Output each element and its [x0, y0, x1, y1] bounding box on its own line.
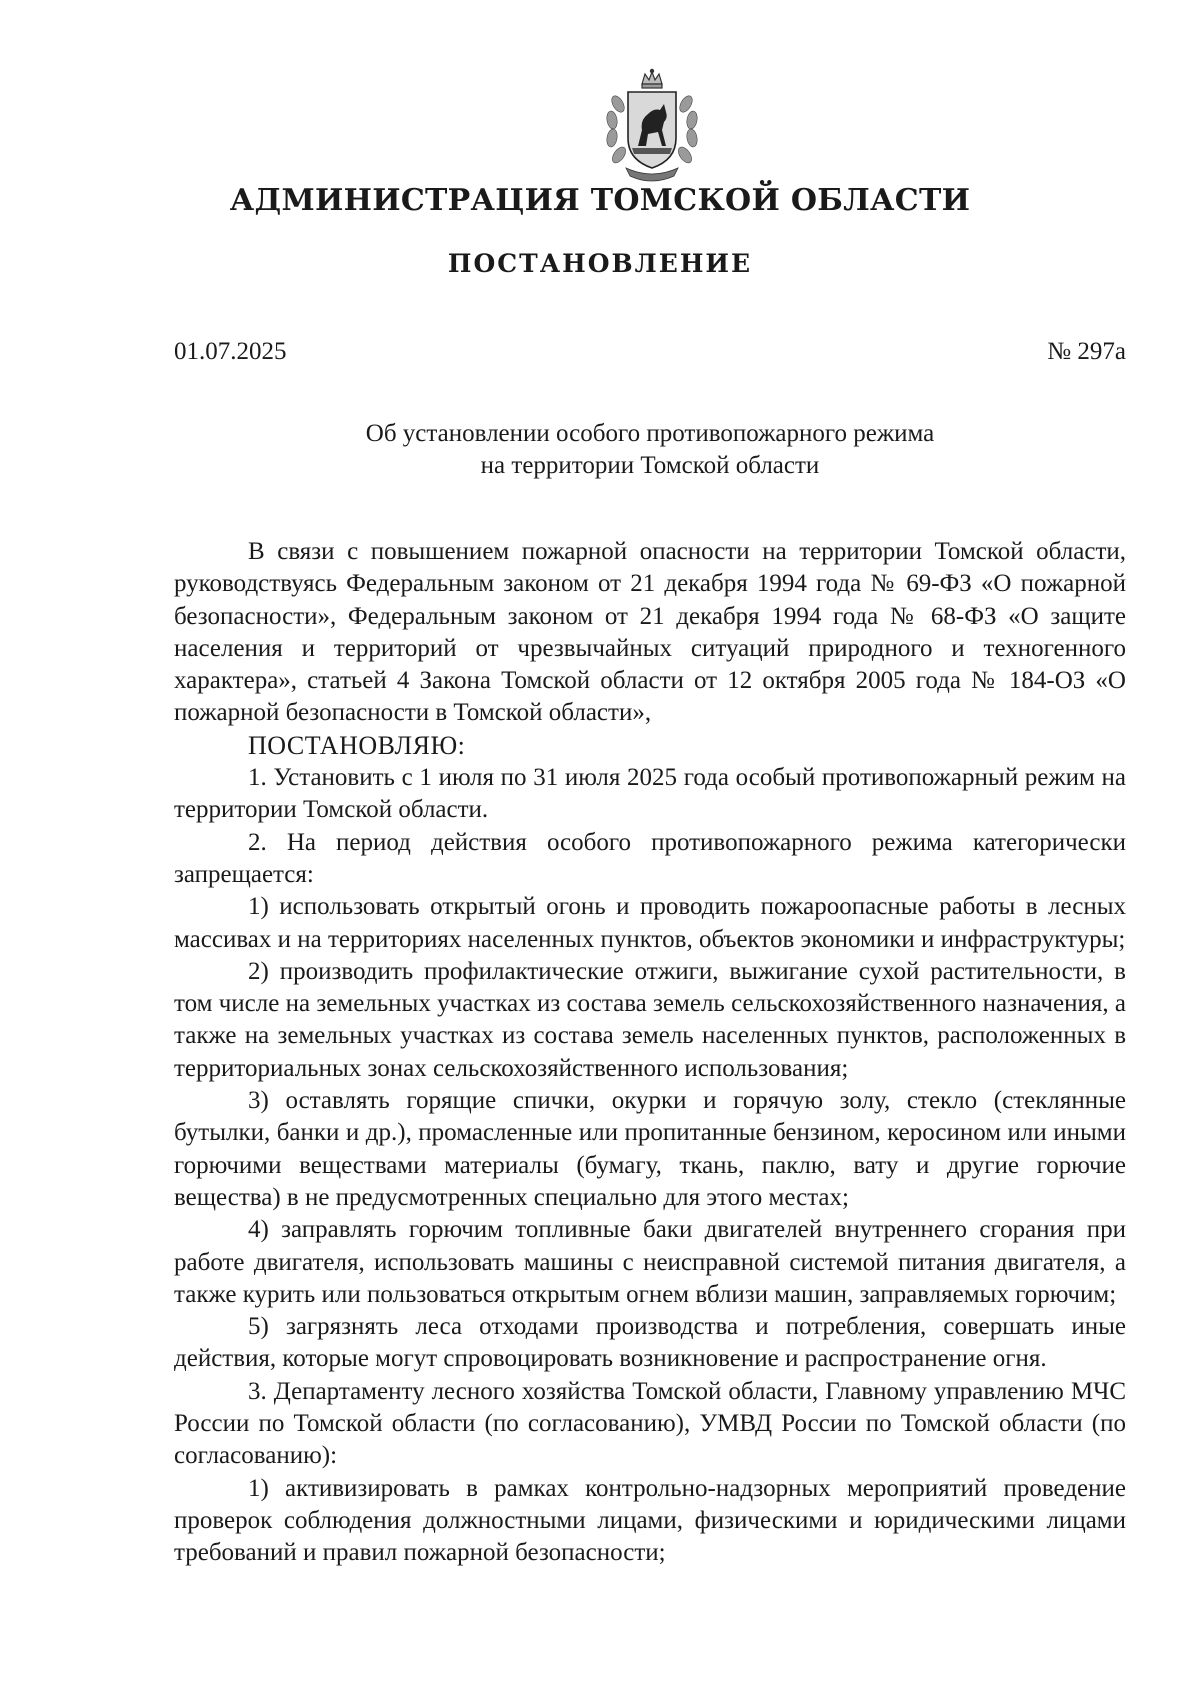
- subitem-2-5: 5) загрязнять леса отходами производства и потребления, совершать иные действия, которые могут спровоцировать возникновение и распространение огня.: [174, 1313, 1126, 1373]
- subitem-3-1: 1) активизировать в рамках контрольно-надзорных мероприятий проведение проверок соблюдения должностными лицами, физическими и юридическими лицами требований и правил пожарной безопасности;: [174, 1474, 1126, 1567]
- document-date: 01.07.2025: [174, 338, 287, 365]
- document-number: № 297а: [1047, 338, 1126, 365]
- document-subject: [174, 418, 1126, 482]
- paragraph-item-3: 3. Департаменту лесного хозяйства Томской области, Главному управлению МЧС России по Томской области (по согласованию), УМВД России по Томской области (по согласованию):: [174, 1377, 1126, 1470]
- tomsk-region-coat-of-arms-icon: [592, 68, 712, 188]
- subitem-2-1: 1) использовать открытый огонь и проводить пожароопасные работы в лесных массивах и на территориях населенных пунктов, объектов экономики и инфраструктуры;: [174, 893, 1126, 953]
- organization-title: АДМИНИСТРАЦИЯ ТОМСКОЙ ОБЛАСТИ: [229, 183, 971, 218]
- subject-line-2: на территории Томской области: [480, 452, 820, 479]
- document-body: [174, 536, 1126, 1570]
- preamble-paragraph: В связи с повышением пожарной опасности на территории Томской области, руководствуясь Федеральным законом от 21 декабря 1994 года № 69-ФЗ «О пожарной безопасности», Федеральным законом от 21 декабря 1994 года № 68-ФЗ «О защите населения и территорий от чрезвычайных ситуаций природного и техногенного характера», статьей 4 Закона Томской области от 12 октября 2005 года № 184-ОЗ «О пожарной безопасности в Томской области»,: [174, 538, 1126, 727]
- subject-line-1: Об установлении особого противопожарного режима: [365, 420, 935, 447]
- subitem-2-2: 2) производить профилактические отжиги, выжигание сухой растительности, в том числе на земельных участках из состава земель сельскохозяйственного назначения, а также на земельных участках из состава земель населенных пунктов, расположенных в территориальных зонах сельскохозяйственного использования;: [174, 957, 1126, 1082]
- document-meta: [174, 338, 1126, 366]
- subitem-2-3: 3) оставлять горящие спички, окурки и горячую золу, стекло (стеклянные бутылки, банки и др.), промасленные или пропитанные бензином, керосином или иными горючими веществами материалы (бумагу, ткань, паклю, вату и другие горючие вещества) в не предусмотренных специально для этого местах;: [174, 1087, 1126, 1211]
- paragraph-item-1: 1. Установить с 1 июля по 31 июля 2025 года особый противопожарный режим на территории Томской области.: [174, 764, 1126, 824]
- subitem-2-4: 4) заправлять горючим топливные баки двигателей внутреннего сгорания при работе двигателя, использовать машины с неисправной системой питания двигателя, а также курить или пользоваться открытым огнем вблизи машин, заправляемых горючим;: [174, 1216, 1126, 1308]
- decree-word: ПОСТАНОВЛЯЮ:: [248, 730, 466, 760]
- document-type-heading: ПОСТАНОВЛЕНИЕ: [447, 249, 753, 278]
- paragraph-item-2: 2. На период действия особого противопожарного режима категорически запрещается:: [174, 828, 1126, 888]
